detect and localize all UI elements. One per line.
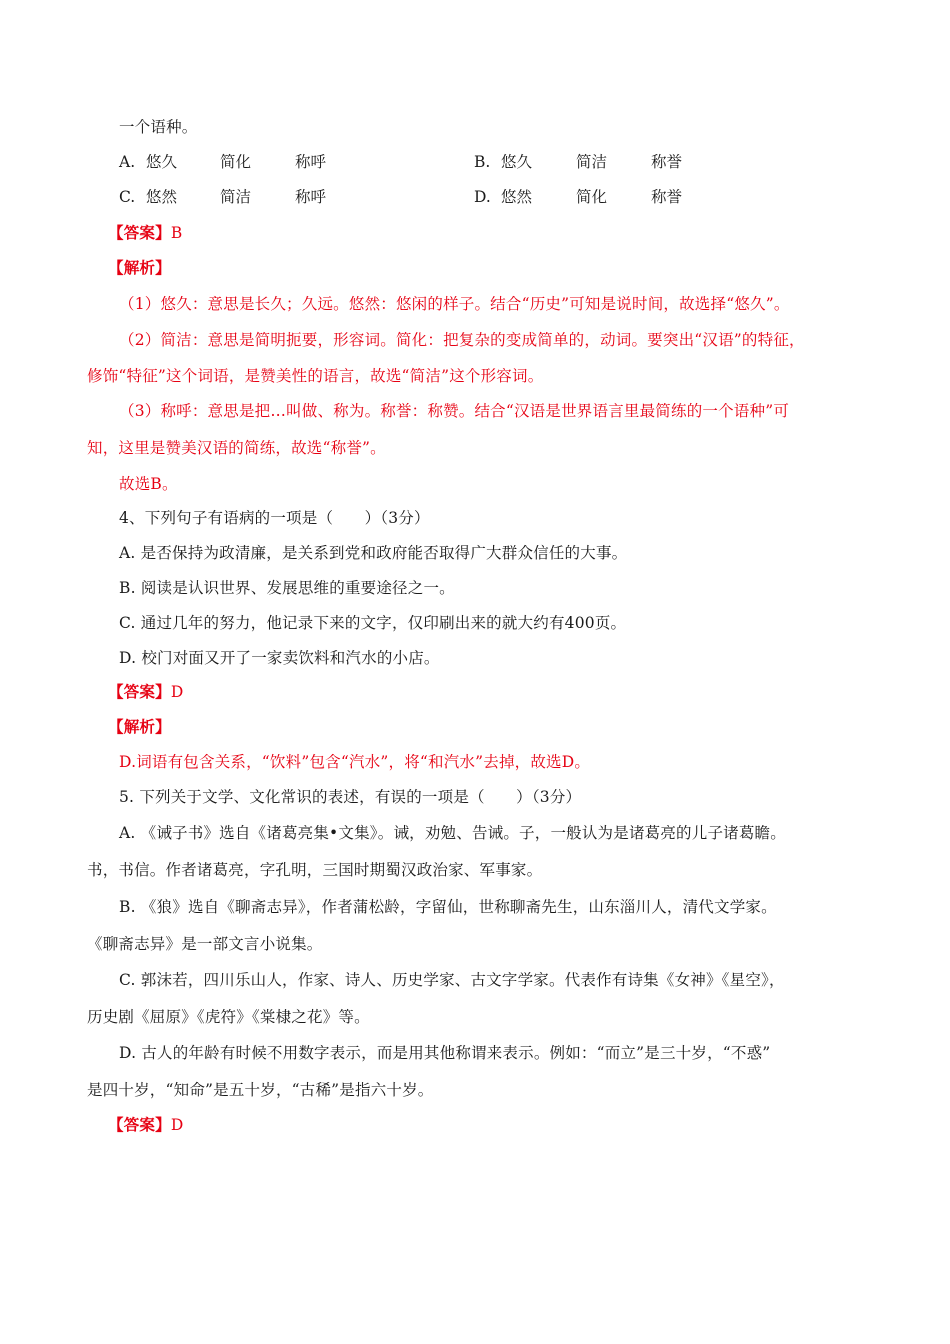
q3-option-a-word1: 悠久 — [146, 153, 178, 171]
q3-answer — [108, 223, 182, 243]
q5-option-line: A. 《诫子书》选自《诸葛亮集•文集》。诫，劝勉、告诫。子，一般认为是诸葛亮的儿子诸葛瞻。 — [119, 824, 786, 842]
q3-analysis-conclusion: 故选B。 — [119, 475, 178, 493]
answer-value: D — [170, 683, 184, 701]
q3-analysis-line: （3）称呼：意思是把…叫做、称为。称誉：称赞。结合“汉语是世界语言里最简练的一个语种”可 — [119, 402, 790, 420]
q4-option-a: A. 是否保持为政清廉，是关系到党和政府能否取得广大群众信任的大事。 — [119, 544, 628, 562]
q4-option-d: D. 校门对面又开了一家卖饮料和汽水的小店。 — [119, 649, 440, 667]
q3-option-d-label: D. — [474, 188, 491, 206]
q3-analysis-tag: 【解析】 — [108, 258, 171, 277]
q3-option-a-word3: 称呼 — [295, 153, 327, 171]
q3-option-d-word2: 简化 — [576, 188, 608, 206]
q4-option-b: B. 阅读是认识世界、发展思维的重要途径之一。 — [119, 579, 455, 597]
q4-analysis-tag: 【解析】 — [108, 717, 171, 736]
q3-option-c-word3: 称呼 — [295, 188, 327, 206]
q5-option-line: B. 《狼》选自《聊斋志异》，作者蒲松龄，字留仙，世称聊斋先生，山东淄川人，清代文学家。 — [119, 898, 777, 916]
q4-analysis-line: D.词语有包含关系，“饮料”包含“汽水”，将“和汽水”去掉，故选D。 — [119, 753, 591, 771]
answer-value: D — [170, 1116, 184, 1134]
q3-option-a-label: A. — [119, 153, 136, 171]
q3-option-b-label: B. — [474, 153, 491, 171]
q3-analysis-line: （2）简洁：意思是简明扼要，形容词。简化：把复杂的变成简单的，动词。要突出“汉语”的特征， — [119, 331, 805, 349]
q5-option-line: 是四十岁，“知命”是五十岁，“古稀”是指六十岁。 — [87, 1081, 434, 1099]
q5-option-line: 历史剧《屈原》《虎符》《棠棣之花》等。 — [87, 1008, 370, 1026]
answer-tag: 【答案】 — [108, 223, 171, 242]
q3-option-d-word3: 称誉 — [651, 188, 683, 206]
question-5-stem: 5. 下列关于文学、文化常识的表述，有误的一项是（ ）（3分） — [119, 788, 582, 806]
q3-option-b-word2: 简洁 — [576, 153, 608, 171]
q5-answer — [108, 1115, 183, 1135]
q5-option-line: D. 古人的年龄有时候不用数字表示，而是用其他称谓来表示。例如：“而立”是三十岁，“不惑” — [119, 1044, 771, 1062]
q4-answer — [108, 682, 183, 702]
q5-option-line: 书，书信。作者诸葛亮，字孔明，三国时期蜀汉政治家、军事家。 — [87, 861, 543, 879]
q5-option-line: C. 郭沫若，四川乐山人，作家、诗人、历史学家、古文字学家。代表作有诗集《女神》《星空》， — [119, 971, 785, 989]
q3-option-c-word1: 悠然 — [146, 188, 178, 206]
q3-option-b-word1: 悠久 — [501, 153, 533, 171]
q3-analysis-line: 修饰“特征”这个词语，是赞美性的语言，故选“简洁”这个形容词。 — [87, 367, 544, 385]
q3-option-d-word1: 悠然 — [501, 188, 533, 206]
q3-option-c-label: C. — [119, 188, 136, 206]
question-4-stem: 4、下列句子有语病的一项是（ ）（3分） — [119, 509, 430, 527]
answer-value: B — [170, 224, 183, 242]
q3-option-b-word3: 称誉 — [651, 153, 683, 171]
q3-analysis-line: （1）悠久：意思是长久；久远。悠然：悠闲的样子。结合“历史”可知是说时间，故选择“悠久”。 — [119, 295, 790, 313]
q4-option-c: C. 通过几年的努力，他记录下来的文字，仅印刷出来的就大约有400页。 — [119, 614, 627, 632]
answer-tag: 【答案】 — [108, 1115, 171, 1134]
answer-tag: 【答案】 — [108, 682, 171, 701]
q3-option-c-word2: 简洁 — [220, 188, 252, 206]
q3-analysis-line: 知，这里是赞美汉语的简练，故选“称誉”。 — [87, 439, 386, 457]
q5-option-line: 《聊斋志异》是一部文言小说集。 — [87, 935, 323, 953]
q3-option-a-word2: 简化 — [220, 153, 252, 171]
question-3-stem-tail: 一个语种。 — [119, 118, 198, 136]
